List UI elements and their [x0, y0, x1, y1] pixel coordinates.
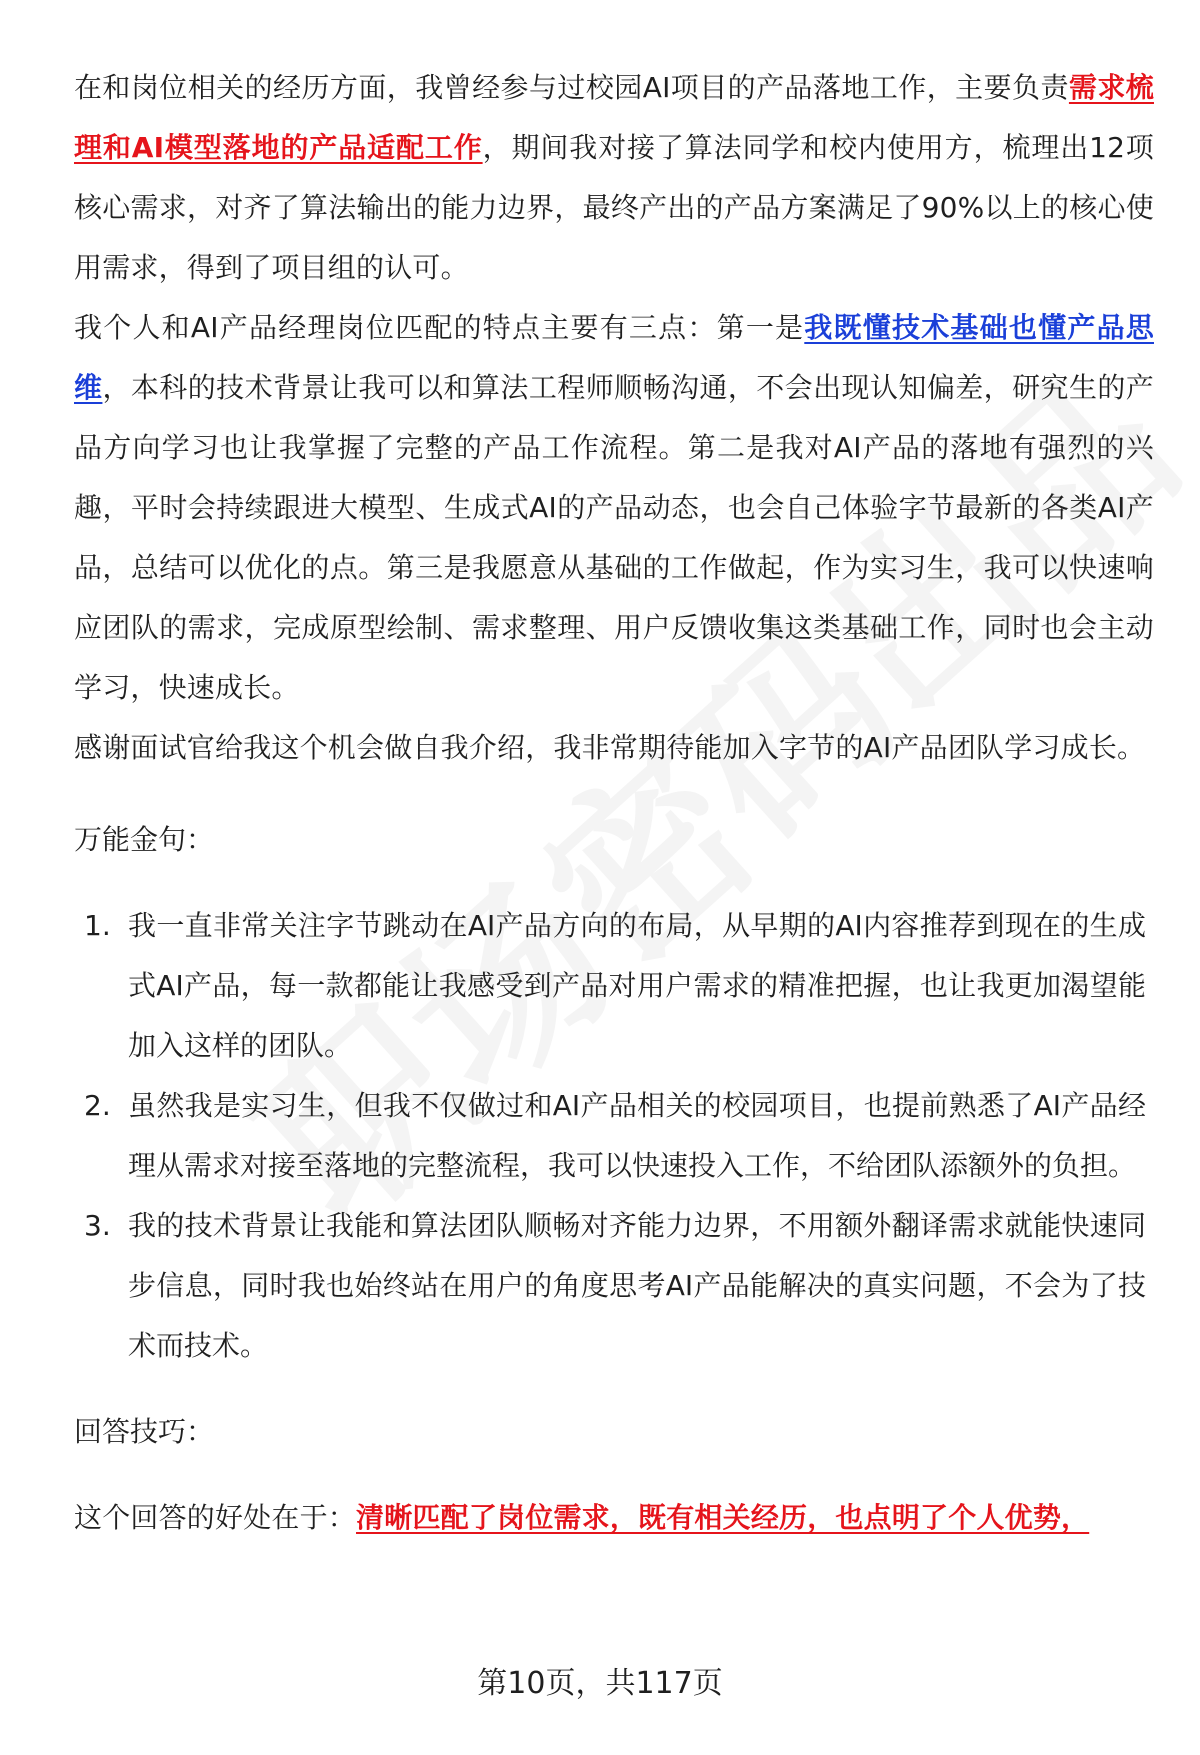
thanks-paragraph: 感谢面试官给我这个机会做自我介绍，我非常期待能加入字节的AI产品团队学习成长。	[74, 731, 1146, 764]
tips-highlight: 清晰匹配了岗位需求，既有相关经历，也点明了个人优势，	[356, 1501, 1090, 1534]
tips-heading: 回答技巧：	[74, 1415, 215, 1448]
tips-paragraph	[74, 1488, 1154, 1548]
match-text-before: 我个人和AI产品经理岗位匹配的特点主要有三点：第一是	[74, 311, 805, 344]
golden-sentences-heading: 万能金句：	[74, 823, 215, 856]
list-item	[74, 1196, 1154, 1376]
experience-text-before: 在和岗位相关的经历方面，我曾经参与过校园AI项目的产品落地工作，主要负责	[74, 71, 1069, 104]
list-item-number: 1.	[84, 909, 111, 942]
page-number: 第10页，共117页	[477, 1666, 723, 1701]
list-item	[74, 896, 1154, 1076]
match-paragraph	[74, 298, 1154, 718]
list-item-number: 3.	[84, 1209, 111, 1242]
list-item-text: 虽然我是实习生，但我不仅做过和AI产品相关的校园项目，也提前熟悉了AI产品经理从需求对接至落地的完整流程，我可以快速投入工作，不给团队添额外的负担。	[128, 1089, 1146, 1182]
match-text-after: ，本科的技术背景让我可以和算法工程师顺畅沟通，不会出现认知偏差，研究生的产品方向学习也让我掌握了完整的产品工作流程。第二是我对AI产品的落地有强烈的兴趣，平时会持续跟进大模型、生成式AI的产品动态，也会自己体验字节最新的各类AI产品，总结可以优化的点。第三是我愿意从基础的工作做起，作为实习生，我可以快速响应团队的需求，完成原型绘制、需求整理、用户反馈收集这类基础工作，同时也会主动学习，快速成长。	[74, 371, 1155, 704]
match-highlight: 我既懂技术基础也懂产品思维	[74, 311, 1154, 404]
list-item-text: 我的技术背景让我能和算法团队顺畅对齐能力边界，不用额外翻译需求就能快速同步信息，同时我也始终站在用户的角度思考AI产品能解决的真实问题，不会为了技术而技术。	[128, 1209, 1146, 1362]
golden-sentences-list	[74, 896, 1154, 1376]
tips-text-before: 这个回答的好处在于：	[74, 1501, 357, 1534]
list-item-number: 2.	[84, 1089, 111, 1122]
experience-text-after: ，期间我对接了算法同学和校内使用方，梳理出12项核心需求，对齐了算法输出的能力边界，最终产出的产品方案满足了90%以上的核心使用需求，得到了项目组的认可。	[74, 131, 1154, 284]
list-item-text: 我一直非常关注字节跳动在AI产品方向的布局，从早期的AI内容推荐到现在的生成式AI产品，每一款都能让我感受到产品对用户需求的精准把握，也让我更加渴望能加入这样的团队。	[128, 909, 1146, 1062]
list-item	[74, 1076, 1154, 1196]
experience-highlight: 需求梳理和AI模型落地的产品适配工作	[74, 71, 1154, 164]
document-body	[74, 58, 1154, 1548]
experience-paragraph	[74, 58, 1154, 298]
